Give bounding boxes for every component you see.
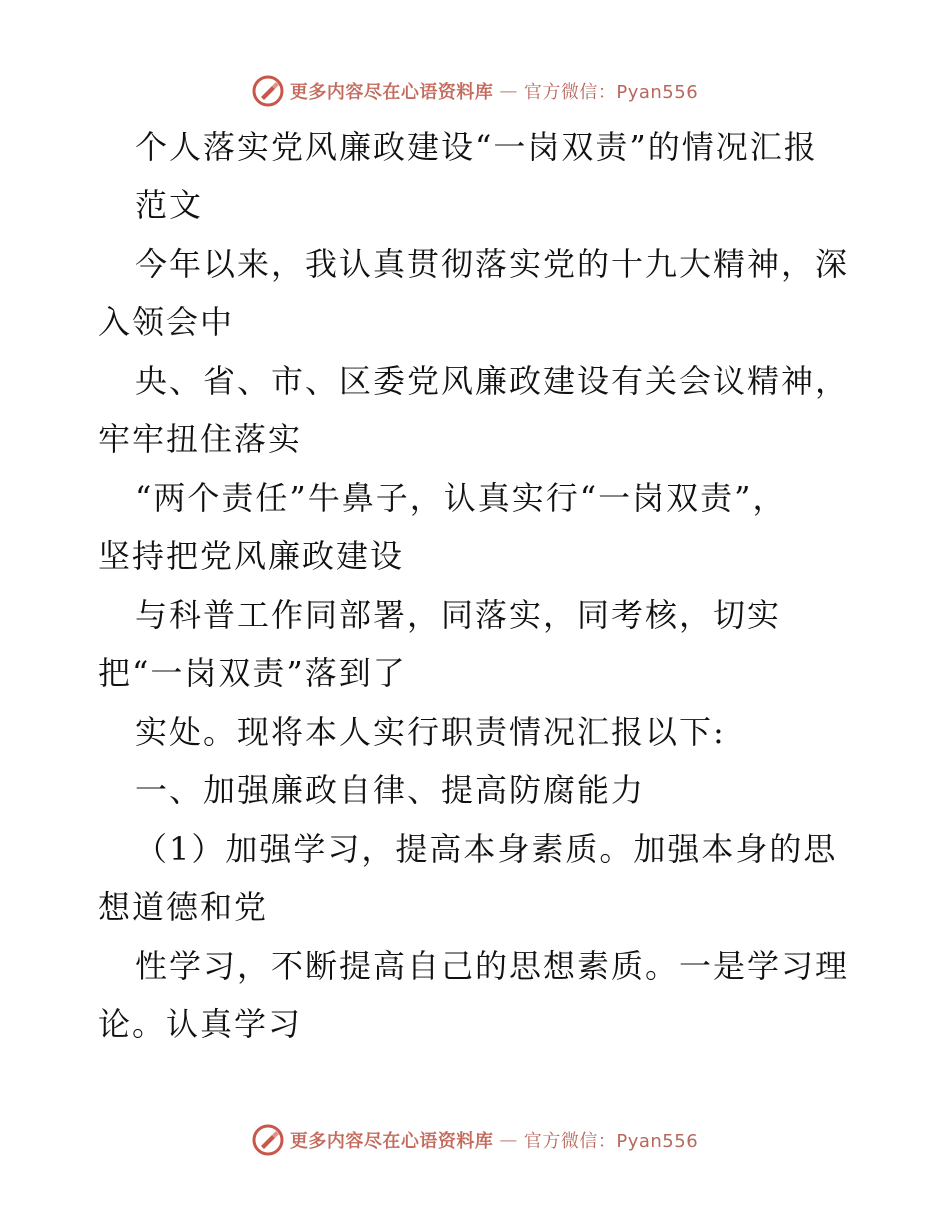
paragraph-line: 与科普工作同部署，同落实，同考核，切实	[135, 596, 782, 634]
footer-banner	[0, 1120, 950, 1160]
paragraph-line: “两个责任”牛鼻子，认真实行“一岗双责”，	[135, 479, 787, 517]
paragraph-line: 坚持把党风廉政建设	[98, 537, 405, 575]
pen-logo-icon	[252, 75, 284, 107]
pen-logo-icon	[252, 1124, 284, 1156]
paragraph-line: 今年以来，我认真贯彻落实党的十九大精神，深	[135, 245, 850, 283]
paragraph-line: 牢牢扭住落实	[98, 420, 303, 458]
banner-separator: —	[499, 80, 518, 102]
banner-brand-text: 更多内容尽在心语资料库	[289, 82, 494, 103]
paragraph-line: （1）加强学习，提高本身素质。加强本身的思	[135, 830, 838, 868]
document-title-line-2: 范文	[135, 186, 204, 224]
banner-brand-text: 更多内容尽在心语资料库	[289, 1131, 494, 1152]
paragraph-line: 实处。现将本人实行职责情况汇报以下:	[135, 713, 726, 751]
banner-wechat-text: 官方微信：Pyan556	[523, 1131, 699, 1152]
document-title-line-1: 个人落实党风廉政建设“一岗双责”的情况汇报	[135, 128, 818, 166]
banner-separator: —	[499, 1129, 518, 1151]
header-banner	[0, 71, 950, 111]
paragraph-line: 论。认真学习	[98, 1005, 303, 1043]
section-heading: 一、加强廉政自律、提高防腐能力	[135, 771, 646, 809]
paragraph-line: 入领会中	[98, 303, 235, 341]
paragraph-line: 把“一岗双责”落到了	[98, 654, 407, 692]
paragraph-line: 性学习，不断提高自己的思想素质。一是学习理	[135, 947, 850, 985]
paragraph-line: 央、省、市、区委党风廉政建设有关会议精神，	[135, 362, 850, 400]
banner-wechat-text: 官方微信：Pyan556	[523, 82, 699, 103]
paragraph-line: 想道德和党	[98, 888, 269, 926]
